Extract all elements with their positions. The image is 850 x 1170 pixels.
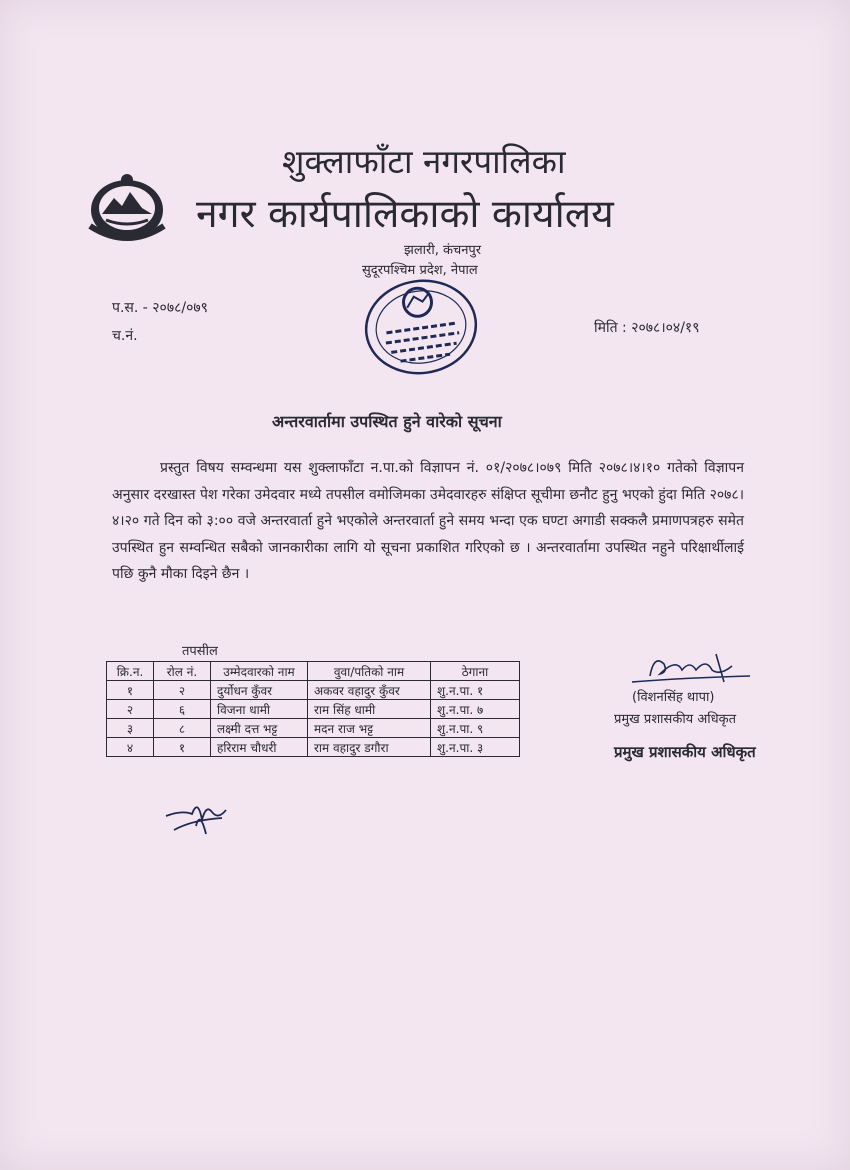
nepal-emblem-icon [84, 170, 170, 244]
cell-roll: १ [154, 738, 211, 757]
cell-parent: राम वहादुर डगौरा [308, 738, 431, 757]
cell-candidate: लक्ष्मी दत्त भट्ट [211, 719, 308, 738]
cell-candidate: विजना धामी [211, 700, 308, 719]
signatory-title: प्रमुख प्रशासकीय अधिकृत [614, 712, 737, 727]
col-header-address: ठेगाना [431, 662, 520, 681]
dispatch-number: च.नं. [112, 328, 138, 344]
cell-address: शु.न.पा. १ [431, 681, 520, 700]
cell-sn: २ [107, 700, 154, 719]
cell-candidate: दुर्योधन कुँवर [211, 681, 308, 700]
office-seal-stamp [356, 272, 486, 382]
initials-signature [162, 790, 232, 840]
table-row [107, 681, 520, 700]
notice-body: प्रस्तुत विषय सम्वन्धमा यस शुक्लाफाँटा न.पा.को विज्ञापन नं. ०१/२०७८।०७९ मिति २०७८।४।१० गतेको विज्ञापन अनुसार दरखास्त पेश गरेका उमेदवार मध्ये तपसील वमोजिमका उमेदवारहरु संक्षिप्त सूचीमा छनौट हुनु भएको हुंदा मिति २०७८।४।२० गते दिन को ३:०० वजे अन्तरवार्ता हुने भएकोले अन्तरवार्ता हुने समय भन्दा एक घण्टा अगाडी सक्कलै प्रमाणपत्रहरु समेत उपस्थित हुन सम्वन्धित सबैको जानकारीका लागि यो सूचना प्रकाशित गरिएको छ । अन्तरवार्तामा उपस्थित नहुने परिक्षार्थीलाई पछि कुनै मौका दिइने छैन । [112, 460, 744, 582]
cell-address: शु.न.पा. ३ [431, 738, 520, 757]
col-header-sn: क्रि.न. [107, 662, 154, 681]
cell-sn: ३ [107, 719, 154, 738]
office-name: नगर कार्यपालिकाको कार्यालय [196, 192, 614, 237]
cell-sn: ४ [107, 738, 154, 757]
cell-address: शु.न.पा. ९ [431, 719, 520, 738]
reference-number: प.स. - २०७८/०७९ [112, 300, 208, 316]
candidate-table [106, 661, 520, 757]
cell-parent: मदन राज भट्ट [308, 719, 431, 738]
address-line2: सुदूरपश्चिम प्रदेश, नेपाल [362, 263, 478, 278]
cell-roll: २ [154, 681, 211, 700]
table-row [107, 738, 520, 757]
notice-title: अन्तरवार्तामा उपस्थित हुने वारेको सूचना [272, 412, 502, 431]
officer-signature [620, 646, 760, 690]
org-name: शुक्लाफाँटा नगरपालिका [282, 142, 566, 181]
col-header-roll: रोल नं. [154, 662, 211, 681]
date: मिति : २०७८।०४/१९ [594, 320, 700, 336]
cell-address: शु.न.पा. ७ [431, 700, 520, 719]
designation-stamp: प्रमुख प्रशासकीय अधिकृत [614, 743, 756, 761]
cell-parent: अकवर वहादुर कुँवर [308, 681, 431, 700]
col-header-candidate: उम्मेदवारको नाम [211, 662, 308, 681]
cell-parent: राम सिंह धामी [308, 700, 431, 719]
cell-roll: ६ [154, 700, 211, 719]
schedule-label: तपसील [182, 644, 218, 659]
cell-roll: ८ [154, 719, 211, 738]
table-row [107, 700, 520, 719]
signatory-name: (विशनसिंह थापा) [632, 690, 715, 705]
cell-candidate: हरिराम चौधरी [211, 738, 308, 757]
table-header-row [107, 662, 520, 681]
address-line1: झलारी, कंचनपुर [404, 243, 482, 258]
cell-sn: १ [107, 681, 154, 700]
table-row [107, 719, 520, 738]
col-header-parent: वुवा/पतिको नाम [308, 662, 431, 681]
